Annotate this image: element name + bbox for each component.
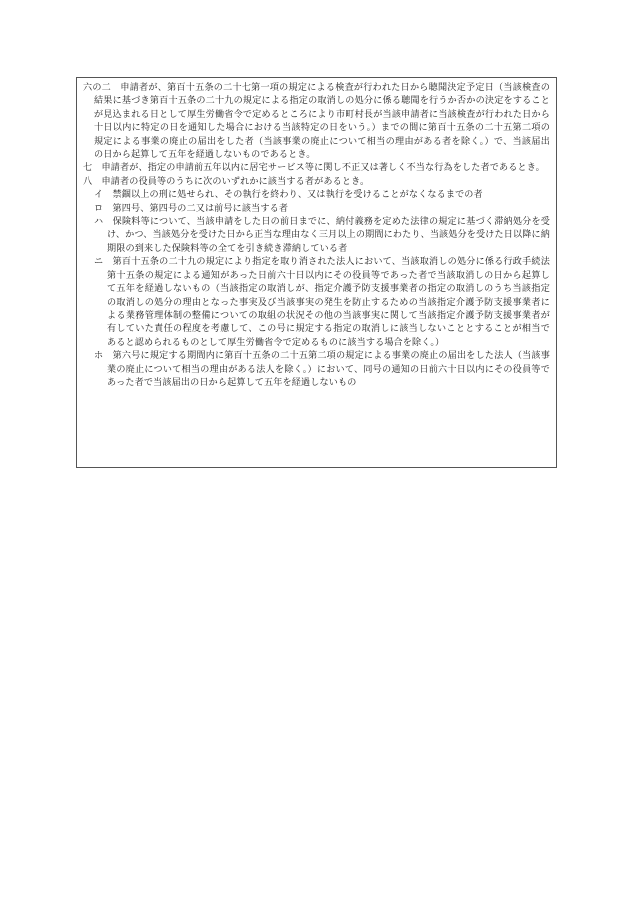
item-6-2-text: 申請者が、第百十五条の二十七第一項の規定による検査が行われた日から聴聞決定予定日（当該検査の結果に基づき第百十五条の二十九の規定による指定の取消しの処分に係る聴聞を行うか否かの決定をすることが見込まれる日として厚生労働省令で定めるところにより市町村長が当該申請者に当該検査が行われた日から十日以内に特定の日を通知した場合における当該特定の日をいう。）までの間に第百十五条の二十五第二項の規定による事業の廃止の届出をした者（当該事業の廃止について相当の理由がある者を除く。）で、当該届出の日から起算して五年を経過しないものであるとき。: [94, 83, 550, 161]
sub-item-ho: [83, 350, 550, 390]
sub-item-text: 保険料等について、当該申請をした日の前日までに、納付義務を定めた法律の規定に基づく滞納処分を受け、かつ、当該処分を受けた日から正当な理由なく三月以上の期間にわたり、当該処分を受けた日以降に納期限の到来した保険料等の全てを引き続き滞納している者: [107, 217, 551, 254]
item-7-text: 申請者が、指定の申請前五年以内に居宅サービス等に関し不正又は著しく不当な行為をした者であるとき。: [101, 163, 545, 174]
item-8-label: 八: [83, 176, 93, 187]
item-8: [83, 176, 550, 189]
sub-item-label: ハ: [94, 217, 104, 228]
item-6-2-label: 六の二: [83, 83, 112, 93]
sub-item-text: 第四号、第四号の二又は前号に該当する者: [112, 203, 289, 214]
item-8-text: 申請者の役員等のうちに次のいずれかに該当する者があるとき。: [101, 176, 370, 187]
sub-item-label: イ: [94, 190, 104, 201]
document-text-box: [76, 77, 557, 468]
item-6-2: [83, 82, 550, 162]
sub-item-label: ホ: [94, 351, 104, 362]
sub-item-i: [83, 189, 550, 202]
sub-item-ni: [83, 256, 550, 350]
sub-item-ha: [83, 216, 550, 256]
item-7-label: 七: [83, 163, 93, 174]
sub-item-text: 第百十五条の二十九の規定により指定を取り消された法人において、当該取消しの処分に係る行政手続法第十五条の規定による通知があった日前六十日以内にその役員等であった者で当該取消しの日から起算して五年を経過しないもの（当該指定の取消しが、指定介護予防支援事業者の指定の取消しのうち当該指定の取消しの処分の理由となった事実及び当該事実の発生を防止するための当該指定介護予防支援事業者による業務管理体制の整備についての取組の状況その他の当該事実に関して当該指定介護予防支援事業者が有していた責任の程度を考慮して、この号に規定する指定の取消しに該当しないこととすることが相当であると認められるものとして厚生労働省令で定めるものに該当する場合を除く。）: [107, 257, 550, 348]
sub-item-label: ロ: [94, 203, 104, 214]
sub-item-label: ニ: [94, 257, 104, 268]
sub-item-ro: [83, 203, 550, 216]
sub-item-text: 禁錮以上の刑に処せられ、その執行を終わり、又は執行を受けることがなくなるまでの者: [112, 190, 483, 201]
sub-item-text: 第六号に規定する期間内に第百十五条の二十五第二項の規定による事業の廃止の届出をした法人（当該事業の廃止について相当の理由がある法人を除く。）において、同号の通知の日前六十日以内にその役員等であった者で当該届出の日から起算して五年を経過しないもの: [107, 351, 550, 388]
item-7: [83, 162, 550, 175]
